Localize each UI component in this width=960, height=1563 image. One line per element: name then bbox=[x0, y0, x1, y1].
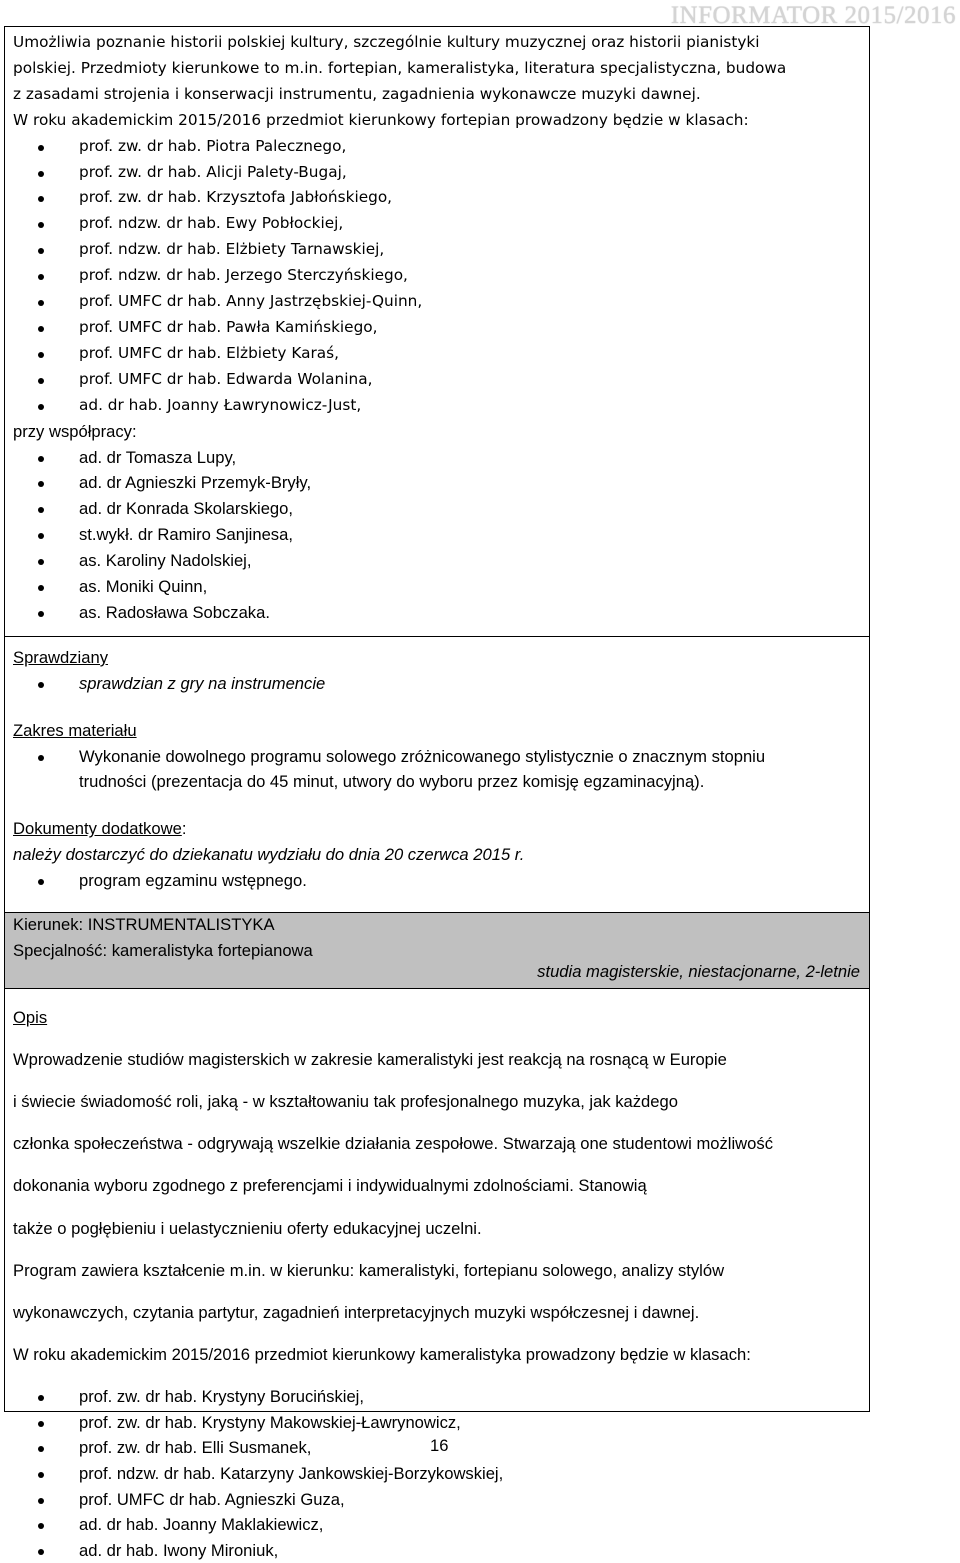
list-item: prof. UMFC dr hab. Edwarda Wolanina, bbox=[13, 367, 861, 393]
list-item: prof. UMFC dr hab. Pawła Kamińskiego, bbox=[13, 315, 861, 341]
description-line: dokonania wyboru zgodnego z preferencjami i indywidualnymi zdolnościami. Stanowią bbox=[13, 1176, 647, 1196]
description-line: Wprowadzenie studiów magisterskich w zakresie kameralistyki jest reakcją na rosnącą w Europie bbox=[13, 1049, 727, 1069]
chamber-teachers-list bbox=[13, 1384, 861, 1563]
intro-line: polskiej. Przedmioty kierunkowe to m.in. fortepian, kameralistyka, literatura specjalistyczna, budowa bbox=[13, 58, 787, 77]
list-item: prof. ndzw. dr hab. Ewy Pobłockiej, bbox=[13, 211, 861, 237]
scope-line: trudności (prezentacja do 45 minut, utwory do wyboru przez komisję egzaminacyjną). bbox=[79, 772, 705, 792]
documents-note: należy dostarczyć do dziekanatu wydziału do dnia 20 czerwca 2015 r. bbox=[13, 845, 525, 865]
document-header-title: INFORMATOR 2015/2016 bbox=[670, 2, 956, 29]
list-item: ad. dr hab. Joanny Ławrynowicz-Just, bbox=[13, 393, 861, 419]
documents-heading-line bbox=[13, 816, 861, 842]
list-item bbox=[13, 744, 861, 796]
list-item: prof. zw. dr hab. Alicji Palety-Bugaj, bbox=[13, 160, 861, 186]
section-kierunek: Kierunek: INSTRUMENTALISTYKA bbox=[13, 915, 275, 934]
section-study-mode: studia magisterskie, niestacjonarne, 2-letnie bbox=[537, 962, 860, 981]
list-item: prof. zw. dr hab. Krystyny Borucińskiej, bbox=[13, 1384, 861, 1410]
list-item: program egzaminu wstępnego. bbox=[13, 868, 861, 894]
scope-line: Wykonanie dowolnego programu solowego zróżnicowanego stylistycznie o znacznym stopniu bbox=[79, 746, 766, 766]
cooperation-label: przy współpracy: bbox=[13, 421, 137, 441]
list-item: prof. zw. dr hab. Piotra Palecznego, bbox=[13, 134, 861, 160]
description-line: członka społeczeństwa - odgrywają wszelkie działania zespołowe. Stwarzają one studentowi możliwość bbox=[13, 1134, 773, 1154]
list-item: prof. ndzw. dr hab. Katarzyny Jankowskiej-Borzykowskiej, bbox=[13, 1461, 861, 1487]
description-line: W roku akademickim 2015/2016 przedmiot kierunkowy kameralistyka prowadzony będzie w klasach: bbox=[13, 1345, 751, 1365]
description-line: i świecie świadomość roli, jaką - w kształtowaniu tak profesjonalnego muzyka, jak każdego bbox=[13, 1091, 678, 1111]
intro-line: z zasadami strojenia i konserwacji instrumentu, zagadnienia wykonawcze muzyki dawnej. bbox=[13, 84, 701, 103]
description-heading: Opis bbox=[13, 1007, 48, 1027]
description-section bbox=[13, 988, 861, 1563]
list-item: prof. UMFC dr hab. Elżbiety Karaś, bbox=[13, 341, 861, 367]
list-item: prof. UMFC dr hab. Agnieszki Guza, bbox=[13, 1487, 861, 1513]
section-divider bbox=[4, 636, 870, 637]
list-item: sprawdzian z gry na instrumencie bbox=[13, 671, 861, 697]
page-number: 16 bbox=[430, 1436, 449, 1455]
list-item: prof. zw. dr hab. Krystyny Makowskiej-Ławrynowicz, bbox=[13, 1410, 861, 1436]
section-title-block bbox=[13, 912, 313, 964]
documents-heading-colon: : bbox=[181, 819, 187, 839]
cooperators-list bbox=[13, 445, 861, 626]
list-item: as. Radosława Sobczaka. bbox=[13, 600, 861, 626]
list-item: ad. dr hab. Iwony Mironiuk, bbox=[13, 1538, 861, 1563]
section-specjalnosc: Specjalność: kameralistyka fortepianowa bbox=[13, 941, 313, 960]
list-item: prof. ndzw. dr hab. Jerzego Sterczyńskiego, bbox=[13, 263, 861, 289]
list-item: ad. dr Agnieszki Przemyk-Bryły, bbox=[13, 470, 861, 496]
description-line: także o pogłębieniu i uelastycznieniu oferty edukacyjnej uczelni. bbox=[13, 1218, 482, 1238]
list-item: prof. zw. dr hab. Elli Susmanek, bbox=[13, 1435, 861, 1461]
exams-heading: Sprawdziany bbox=[13, 647, 109, 667]
intro-line: W roku akademickim 2015/2016 przedmiot kierunkowy fortepian prowadzony będzie w klasach: bbox=[13, 110, 749, 129]
exams-list bbox=[13, 671, 861, 697]
piano-teachers-list bbox=[13, 134, 861, 419]
main-content bbox=[13, 30, 861, 894]
intro-line: Umożliwia poznanie historii polskiej kultury, szczególnie kultury muzycznej oraz historii pianistyki bbox=[13, 33, 760, 51]
scope-heading: Zakres materiału bbox=[13, 720, 137, 740]
list-item: ad. dr Tomasza Lupy, bbox=[13, 445, 861, 471]
documents-heading: Dokumenty dodatkowe bbox=[13, 819, 182, 839]
list-item: ad. dr Konrada Skolarskiego, bbox=[13, 496, 861, 522]
list-item: prof. zw. dr hab. Krzysztofa Jabłońskiego, bbox=[13, 185, 861, 211]
description-line: wykonawczych, czytania partytur, zagadnień interpretacyjnych muzyki współczesnej i dawnej. bbox=[13, 1302, 700, 1322]
list-item: as. Moniki Quinn, bbox=[13, 574, 861, 600]
list-item: ad. dr hab. Joanny Maklakiewicz, bbox=[13, 1512, 861, 1538]
scope-list bbox=[13, 744, 861, 796]
description-line: Program zawiera kształcenie m.in. w kierunku: kameralistyki, fortepianu solowego, analizy stylów bbox=[13, 1260, 725, 1280]
list-item: st.wykł. dr Ramiro Sanjinesa, bbox=[13, 522, 861, 548]
list-item: prof. UMFC dr hab. Anny Jastrzębskiej-Quinn, bbox=[13, 289, 861, 315]
list-item: prof. ndzw. dr hab. Elżbiety Tarnawskiej, bbox=[13, 237, 861, 263]
documents-list bbox=[13, 868, 861, 894]
list-item: as. Karoliny Nadolskiej, bbox=[13, 548, 861, 574]
